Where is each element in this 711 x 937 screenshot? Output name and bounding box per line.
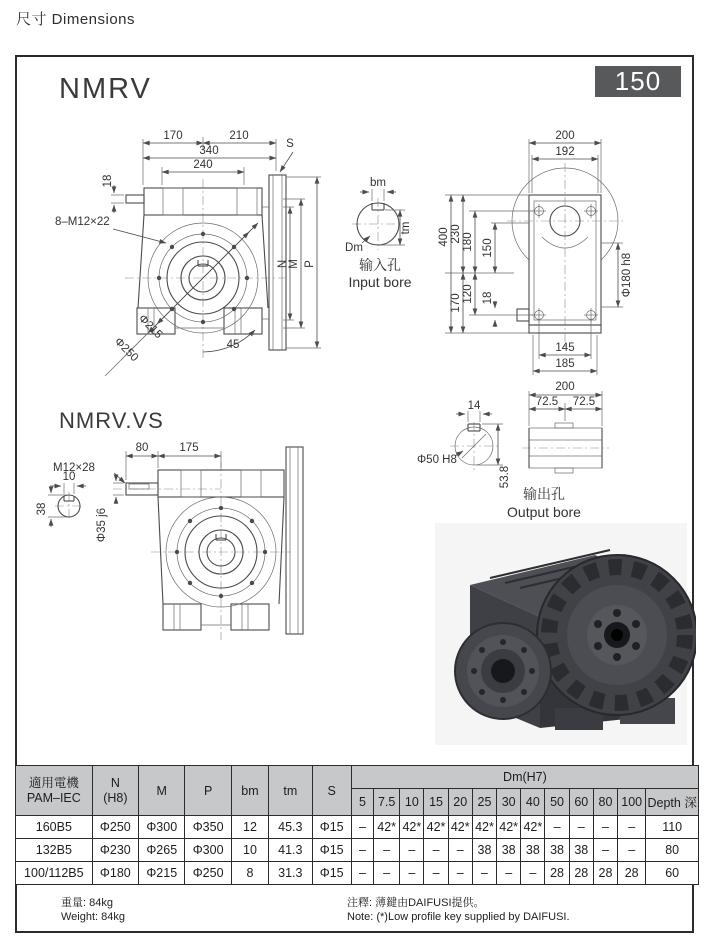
cell-dm: –	[351, 839, 373, 862]
note-zh: 注釋: 薄鍵由DAIFUSI提供。	[347, 897, 485, 909]
front-angle-45: 45	[226, 339, 240, 351]
col-header-n: N (H8)	[92, 766, 138, 816]
cell-tm: 31.3	[269, 862, 312, 885]
col-header-depth: Depth 深	[646, 789, 699, 816]
side-dim-145: 145	[555, 342, 575, 354]
table-row-160b5	[16, 816, 699, 839]
cell-depth: 80	[646, 839, 699, 862]
weight-en: Weight: 84kg	[61, 911, 126, 924]
cell-dm: –	[374, 862, 400, 885]
front-bolt-spec: 8–M12×22	[55, 216, 110, 228]
front-dim-340: 340	[199, 145, 219, 157]
col-header-dm-40: 40	[521, 789, 545, 816]
front-label-n: N	[277, 259, 289, 269]
size-badge: 150	[595, 66, 681, 97]
col-header-dm-100: 100	[618, 789, 646, 816]
cell-n: Φ180	[92, 862, 138, 885]
front-label-s: S	[286, 138, 294, 150]
front-label-m: M	[288, 259, 300, 269]
vs-bolt-spec: M12×28	[53, 462, 95, 474]
input-bore-dm: Dm	[345, 242, 363, 254]
front-dim-240: 240	[193, 159, 213, 171]
cell-dm: –	[545, 816, 569, 839]
catalog-sheet	[15, 55, 697, 933]
col-header-dm-20: 20	[448, 789, 472, 816]
cell-pam: 160B5	[16, 816, 93, 839]
output-shaft-dim-72-5-left: 72.5	[535, 396, 559, 408]
side-dim-192: 192	[555, 146, 575, 158]
side-dim-170: 170	[450, 293, 462, 313]
side-dim-150: 150	[482, 238, 494, 258]
dimension-table	[15, 765, 699, 885]
cell-n: Φ250	[92, 816, 138, 839]
output-bore-dia-50: Φ50 H8	[417, 454, 457, 466]
dimension-drawings	[17, 57, 696, 763]
cell-dm: –	[618, 816, 646, 839]
cell-m: Φ265	[139, 839, 185, 862]
vs-dim-10: 10	[62, 471, 76, 483]
cell-dm: 42*	[424, 816, 448, 839]
vs-dim-175: 175	[179, 442, 199, 454]
input-bore-drawing	[352, 189, 405, 250]
cell-p: Φ300	[185, 839, 231, 862]
cell-dm: 38	[472, 839, 496, 862]
cell-dm: –	[448, 839, 472, 862]
vs-dia-35: Φ35 j6	[96, 507, 108, 543]
col-header-dm-30: 30	[497, 789, 521, 816]
cell-dm: –	[472, 862, 496, 885]
cell-bm: 10	[231, 839, 268, 862]
front-label-p: P	[304, 260, 316, 268]
input-bore-caption-en: Input bore	[348, 274, 412, 290]
cell-dm: 38	[569, 839, 593, 862]
cell-s: Φ15	[312, 839, 351, 862]
cell-dm: –	[497, 862, 521, 885]
col-header-dm-5: 5	[351, 789, 373, 816]
input-bore-bm: bm	[370, 177, 386, 189]
col-group-dm-h7: Dm(H7)	[351, 766, 698, 789]
cell-m: Φ300	[139, 816, 185, 839]
front-dia-250: Φ250	[111, 335, 141, 365]
cell-dm: –	[351, 862, 373, 885]
cell-n: Φ230	[92, 839, 138, 862]
cell-p: Φ250	[185, 862, 231, 885]
model-title: NMRV	[59, 73, 152, 105]
cell-bm: 8	[231, 862, 268, 885]
col-header-dm-50: 50	[545, 789, 569, 816]
col-header-dm-15: 15	[424, 789, 448, 816]
cell-tm: 41.3	[269, 839, 312, 862]
weight-zh: 重量: 84kg	[61, 897, 113, 909]
vs-dim-38: 38	[36, 502, 48, 516]
col-header-tm: tm	[269, 766, 312, 816]
cell-dm: –	[618, 839, 646, 862]
col-header-p: P	[185, 766, 231, 816]
output-bore-dim-14: 14	[467, 400, 481, 412]
cell-dm: –	[593, 839, 617, 862]
cell-dm: –	[569, 816, 593, 839]
cell-dm: 28	[545, 862, 569, 885]
cell-depth: 60	[646, 862, 699, 885]
cell-dm: –	[400, 862, 424, 885]
cell-dm: –	[400, 839, 424, 862]
cell-dm: –	[424, 839, 448, 862]
cell-dm: 42*	[400, 816, 424, 839]
table-row-100-112b5	[16, 862, 699, 885]
cell-dm: –	[351, 816, 373, 839]
cell-dm: 42*	[497, 816, 521, 839]
cell-p: Φ350	[185, 816, 231, 839]
side-view-drawing	[445, 139, 623, 375]
col-header-dm-60: 60	[569, 789, 593, 816]
key-note	[347, 896, 570, 925]
cell-dm: –	[521, 862, 545, 885]
cell-dm: 42*	[374, 816, 400, 839]
col-header-dm-10: 10	[400, 789, 424, 816]
side-dim-120: 120	[462, 284, 474, 304]
col-header-bm: bm	[231, 766, 268, 816]
product-photo	[435, 523, 696, 745]
cell-dm: 38	[521, 839, 545, 862]
cell-pam: 132B5	[16, 839, 93, 862]
side-dim-400: 400	[438, 227, 450, 247]
cell-dm: –	[424, 862, 448, 885]
output-bore-caption-zh: 输出孔	[523, 486, 565, 502]
cell-dm: 28	[593, 862, 617, 885]
cell-dm: 42*	[472, 816, 496, 839]
col-header-dm-7-5: 7.5	[374, 789, 400, 816]
cell-dm: 42*	[448, 816, 472, 839]
cell-dm: –	[593, 816, 617, 839]
front-dim-210: 210	[229, 130, 249, 142]
note-en: Note: (*)Low profile key supplied by DAIFUSI.	[347, 911, 570, 924]
cell-dm: 38	[497, 839, 521, 862]
cell-dm: 42*	[521, 816, 545, 839]
col-header-dm-25: 25	[472, 789, 496, 816]
cell-depth: 110	[646, 816, 699, 839]
page-title: 尺寸 Dimensions	[16, 11, 136, 28]
side-dim-185: 185	[555, 358, 575, 370]
cell-dm: 38	[545, 839, 569, 862]
cell-dm: –	[448, 862, 472, 885]
output-shaft-dim-200: 200	[555, 381, 575, 393]
vs-dim-80: 80	[135, 442, 149, 454]
cell-dm: 28	[618, 862, 646, 885]
cell-m: Φ215	[139, 862, 185, 885]
output-shaft-dim-72-5-right: 72.5	[572, 396, 596, 408]
cell-pam: 100/112B5	[16, 862, 93, 885]
output-bore-dim-53-8: 53.8	[499, 465, 511, 489]
side-dim-230: 230	[450, 224, 462, 244]
side-dim-18: 18	[482, 291, 494, 305]
output-bore-caption-en: Output bore	[507, 504, 581, 520]
cell-s: Φ15	[312, 862, 351, 885]
table-row-132b5	[16, 839, 699, 862]
cell-dm: 28	[569, 862, 593, 885]
cell-bm: 12	[231, 816, 268, 839]
cell-tm: 45.3	[269, 816, 312, 839]
front-dim-170: 170	[163, 130, 183, 142]
input-bore-tm: tm	[400, 221, 412, 235]
weight-note	[61, 896, 125, 925]
input-bore-caption-zh: 输入孔	[359, 257, 401, 273]
variant-title: NMRV.VS	[59, 408, 164, 433]
cell-dm: –	[374, 839, 400, 862]
front-dia-215: Φ215	[135, 312, 165, 342]
front-view-drawing	[105, 137, 321, 376]
col-header-s: S	[312, 766, 351, 816]
front-dim-18: 18	[102, 174, 114, 188]
side-dia-180: Φ180 h8	[621, 252, 633, 298]
col-header-m: M	[139, 766, 185, 816]
side-dim-180: 180	[462, 232, 474, 252]
col-header-dm-80: 80	[593, 789, 617, 816]
vs-view-drawing	[48, 447, 303, 640]
cell-s: Φ15	[312, 816, 351, 839]
side-dim-200: 200	[555, 130, 575, 142]
col-header-pam: 適用電機 PAM–IEC	[16, 766, 93, 816]
